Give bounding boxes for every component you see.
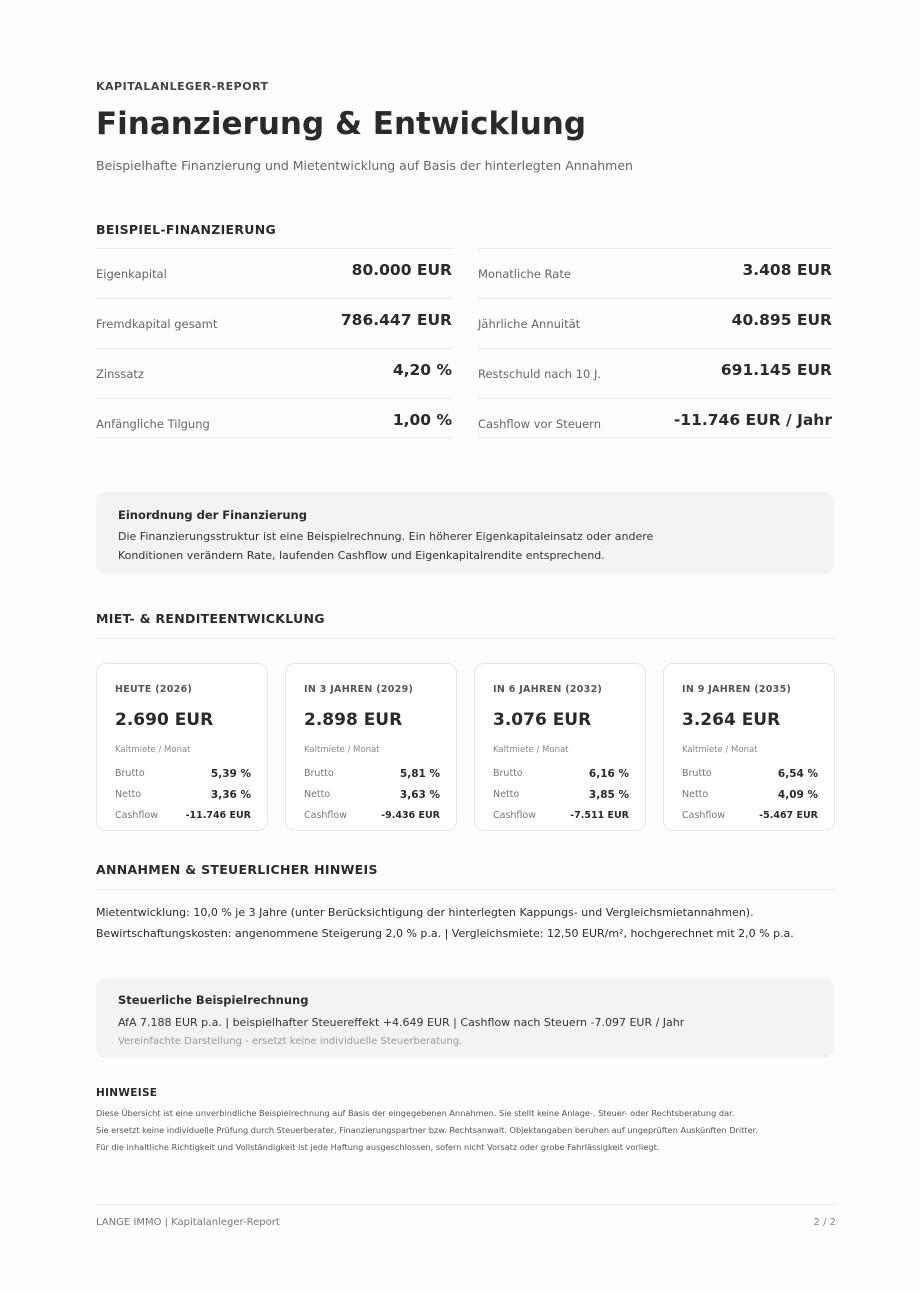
notes-text: Für die inhaltliche Richtigkeit und Vollständigkeit ist jede Haftung ausgeschlossen, sofern nicht Vorsatz oder grobe Fahrlässigkeit vorliegt. bbox=[96, 1142, 660, 1152]
divider bbox=[96, 638, 836, 639]
info-box-title: Einordnung der Finanzierung bbox=[118, 508, 307, 522]
fin-value: 40.895 EUR bbox=[731, 311, 832, 329]
card-rent-amount: 2.898 EUR bbox=[304, 710, 403, 730]
fin-value: 3.408 EUR bbox=[742, 261, 832, 279]
card-heading: IN 3 JAHREN (2029) bbox=[304, 684, 414, 695]
row-value: 3,85 % bbox=[588, 789, 629, 801]
card-row-brutto bbox=[304, 768, 440, 782]
card-row-netto bbox=[115, 789, 251, 803]
fin-label: Restschuld nach 10 J. bbox=[478, 367, 602, 381]
fin-row-monthly-rate bbox=[478, 248, 832, 298]
card-heading: HEUTE (2026) bbox=[115, 684, 193, 695]
card-row-cashflow bbox=[304, 810, 440, 824]
card-row-netto bbox=[304, 789, 440, 803]
divider bbox=[96, 437, 452, 438]
row-value: 6,54 % bbox=[777, 768, 818, 780]
development-card-9-years bbox=[663, 663, 835, 831]
tax-box-title: Steuerliche Beispielrechnung bbox=[118, 993, 309, 1007]
row-value: -9.436 EUR bbox=[381, 810, 440, 821]
card-row-netto bbox=[493, 789, 629, 803]
card-row-cashflow bbox=[682, 810, 818, 824]
card-heading: IN 6 JAHREN (2032) bbox=[493, 684, 603, 695]
assumptions-section-title: ANNAHMEN & STEUERLICHER HINWEIS bbox=[96, 862, 378, 877]
fin-label: Eigenkapital bbox=[96, 267, 167, 281]
row-value: 5,81 % bbox=[399, 768, 440, 780]
fin-value: 1,00 % bbox=[392, 411, 452, 429]
fin-row-equity bbox=[96, 248, 452, 298]
page-number: 2 / 2 bbox=[813, 1217, 836, 1228]
card-row-brutto bbox=[115, 768, 251, 782]
development-section-title: MIET- & RENDITEENTWICKLUNG bbox=[96, 611, 325, 626]
footer-divider bbox=[96, 1204, 836, 1205]
assumption-rent-development: Mietentwicklung: 10,0 % je 3 Jahre (unter Berücksichtigung der hinterlegten Kappungs- und Vergleichsmietannahmen). bbox=[96, 906, 754, 919]
fin-label: Anfängliche Tilgung bbox=[96, 417, 210, 431]
development-card-6-years bbox=[474, 663, 646, 831]
fin-row-annuity bbox=[478, 298, 832, 348]
row-label: Cashflow bbox=[493, 810, 536, 821]
card-row-cashflow bbox=[493, 810, 629, 824]
financing-section-title: BEISPIEL-FINANZIERUNG bbox=[96, 222, 277, 237]
fin-row-cashflow bbox=[478, 398, 832, 448]
row-value: 5,39 % bbox=[210, 768, 251, 780]
tax-example-box bbox=[96, 978, 834, 1058]
card-row-brutto bbox=[493, 768, 629, 782]
fin-value: 4,20 % bbox=[392, 361, 452, 379]
row-value: -7.511 EUR bbox=[570, 810, 629, 821]
row-label: Cashflow bbox=[682, 810, 725, 821]
card-rent-amount: 3.076 EUR bbox=[493, 710, 592, 730]
row-label: Netto bbox=[115, 789, 142, 800]
fin-row-interest bbox=[96, 348, 452, 398]
row-value: 6,16 % bbox=[588, 768, 629, 780]
fin-label: Zinssatz bbox=[96, 367, 144, 381]
card-heading: IN 9 JAHREN (2035) bbox=[682, 684, 792, 695]
row-label: Netto bbox=[682, 789, 709, 800]
card-rent-caption: Kaltmiete / Monat bbox=[682, 745, 758, 755]
report-eyebrow: KAPITALANLEGER-REPORT bbox=[96, 80, 269, 93]
fin-value: 786.447 EUR bbox=[340, 311, 452, 329]
tax-box-text: AfA 7.188 EUR p.a. | beispielhafter Steuereffekt +4.649 EUR | Cashflow nach Steuern -7.097 EUR / Jahr bbox=[118, 1016, 685, 1029]
row-label: Brutto bbox=[304, 768, 334, 779]
fin-row-residual-debt bbox=[478, 348, 832, 398]
card-row-brutto bbox=[682, 768, 818, 782]
card-rent-amount: 3.264 EUR bbox=[682, 710, 781, 730]
fin-value: 691.145 EUR bbox=[720, 361, 832, 379]
fin-value: 80.000 EUR bbox=[351, 261, 452, 279]
info-box-text: Die Finanzierungsstruktur ist eine Beispielrechnung. Ein höherer Eigenkapitaleinsatz oder andere bbox=[118, 530, 654, 543]
development-card-today bbox=[96, 663, 268, 831]
row-label: Cashflow bbox=[115, 810, 158, 821]
fin-value: -11.746 EUR / Jahr bbox=[673, 411, 832, 429]
fin-label: Monatliche Rate bbox=[478, 267, 571, 281]
divider bbox=[478, 437, 832, 438]
row-value: 3,36 % bbox=[210, 789, 251, 801]
row-value: 4,09 % bbox=[777, 789, 818, 801]
card-row-netto bbox=[682, 789, 818, 803]
development-card-3-years bbox=[285, 663, 457, 831]
page-subtitle: Beispielhafte Finanzierung und Mietentwicklung auf Basis der hinterlegten Annahmen bbox=[96, 158, 633, 173]
assumption-operating-costs: Bewirtschaftungskosten: angenommene Steigerung 2,0 % p.a. | Vergleichsmiete: 12,50 EUR/m², hochgerechnet mit 2,0 % p.a. bbox=[96, 927, 794, 940]
page-title: Finanzierung & Entwicklung bbox=[96, 106, 587, 142]
row-label: Netto bbox=[493, 789, 520, 800]
row-value: -5.467 EUR bbox=[759, 810, 818, 821]
row-label: Brutto bbox=[115, 768, 145, 779]
info-box-text: Konditionen verändern Rate, laufenden Cashflow und Eigenkapitalrendite entsprechend. bbox=[118, 549, 605, 562]
card-rent-caption: Kaltmiete / Monat bbox=[304, 745, 380, 755]
card-rent-amount: 2.690 EUR bbox=[115, 710, 214, 730]
card-row-cashflow bbox=[115, 810, 251, 824]
fin-row-repayment bbox=[96, 398, 452, 448]
financing-info-box bbox=[96, 492, 834, 574]
notes-text: Diese Übersicht ist eine unverbindliche Beispielrechnung auf Basis der eingegebenen Annahmen. Sie stellt keine Anlage-, Steuer- oder Rechtsberatung dar. bbox=[96, 1108, 735, 1118]
fin-label: Jährliche Annuität bbox=[478, 317, 581, 331]
row-value: 3,63 % bbox=[399, 789, 440, 801]
row-label: Cashflow bbox=[304, 810, 347, 821]
divider bbox=[96, 889, 836, 890]
row-label: Netto bbox=[304, 789, 331, 800]
fin-label: Fremdkapital gesamt bbox=[96, 317, 218, 331]
row-label: Brutto bbox=[682, 768, 712, 779]
footer-brand: LANGE IMMO | Kapitalanleger-Report bbox=[96, 1217, 280, 1228]
notes-title: HINWEISE bbox=[96, 1087, 158, 1099]
card-rent-caption: Kaltmiete / Monat bbox=[493, 745, 569, 755]
fin-row-debt bbox=[96, 298, 452, 348]
fin-label: Cashflow vor Steuern bbox=[478, 417, 601, 431]
tax-box-note: Vereinfachte Darstellung - ersetzt keine individuelle Steuerberatung. bbox=[118, 1036, 463, 1047]
notes-text: Sie ersetzt keine individuelle Prüfung durch Steuerberater, Finanzierungspartner bzw. Rechtsanwalt. Objektangaben beruhen auf ungeprüften Auskünften Dritter. bbox=[96, 1125, 758, 1135]
row-label: Brutto bbox=[493, 768, 523, 779]
card-rent-caption: Kaltmiete / Monat bbox=[115, 745, 191, 755]
row-value: -11.746 EUR bbox=[185, 810, 251, 821]
